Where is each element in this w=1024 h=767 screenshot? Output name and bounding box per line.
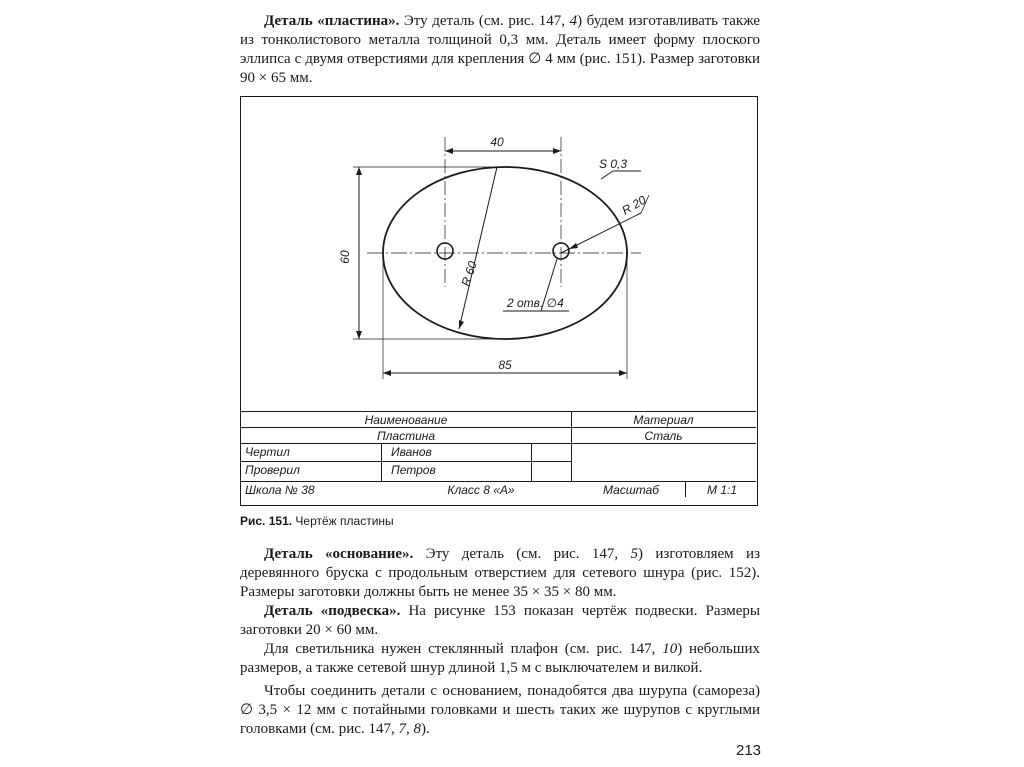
podveska-paragraph: Деталь «подвеска». На рисунке 153 показан чертёж подвески. Размеры заготовки 20 × 60 мм. xyxy=(240,603,760,638)
osnovanie-paragraph: Деталь «основание». Эту деталь (см. рис. 147, 5) изготовляем из деревянного бруска с продольным отверстием для сетевого шнура (рис. 152). Размеры заготовки должны быть не менее 35 × 35 × 80 мм. xyxy=(240,546,760,600)
drew-label: Чертил xyxy=(245,445,290,459)
intro-paragraph: Деталь «пластина». Эту деталь (см. рис. 147, 4) будем изготавливать также из тонколистового металла толщиной 0,3 мм. Деталь имеет форму плоского эллипса с двумя отверстиями для крепления ∅ 4 мм (рис. 151). Размер заготовки 90 × 65 мм. xyxy=(240,13,761,86)
page-number: 213 xyxy=(736,742,762,759)
figure-caption: Рис. 151. Чертёж пластины xyxy=(240,514,394,528)
r60-leader xyxy=(459,167,497,329)
radius-small-label: R 20 xyxy=(619,192,649,218)
dim-bottom-label: 85 xyxy=(498,358,512,372)
checked-label: Проверил xyxy=(245,463,300,477)
dim-top-label: 40 xyxy=(490,135,504,149)
name-header: Наименование xyxy=(364,413,448,427)
scale-label: Масштаб xyxy=(602,483,660,497)
checked-name: Петров xyxy=(391,463,436,477)
dim-left-label: 60 xyxy=(338,250,352,264)
holes-label: 2 отв. ∅4 xyxy=(507,296,564,310)
school: Школа № 38 xyxy=(245,483,315,497)
podveska-title: Деталь «подвеска». xyxy=(264,603,401,619)
shurupy-paragraph: Чтобы соединить детали с основанием, понадобятся два шурупа (самореза) ∅ 3,5 × 12 мм с потайными головками и шесть таких же шурупов с круглыми головками (см. рис. 147, 7, 8). xyxy=(240,683,760,737)
name-value: Пластина xyxy=(376,429,436,443)
s03-leader-a xyxy=(601,171,613,179)
title-block-row-1 xyxy=(241,411,756,428)
osnovanie-title: Деталь «основание». xyxy=(264,546,414,562)
title-block-row-5 xyxy=(241,481,756,498)
plate-drawing xyxy=(240,96,758,506)
svetilnik-paragraph: Для светильника нужен стеклянный плафон (см. рис. 147, 10) небольших размеров, а также сетевой шнур длиной 1,5 м с выключателем и вилкой. xyxy=(240,641,760,676)
drew-name: Иванов xyxy=(391,445,432,459)
material-header: Материал xyxy=(633,413,694,427)
title-block-row-4 xyxy=(241,461,571,478)
thickness-label: S 0,3 xyxy=(599,157,628,171)
title-block-row-3 xyxy=(241,443,756,460)
radius-large-label: R 60 xyxy=(458,259,480,288)
title-block-row-2 xyxy=(241,427,756,444)
intro-title: Деталь «пластина». xyxy=(264,13,400,29)
scale-value: М 1:1 xyxy=(706,483,737,497)
material-value: Сталь xyxy=(644,429,683,443)
class: Класс 8 «А» xyxy=(447,483,515,497)
